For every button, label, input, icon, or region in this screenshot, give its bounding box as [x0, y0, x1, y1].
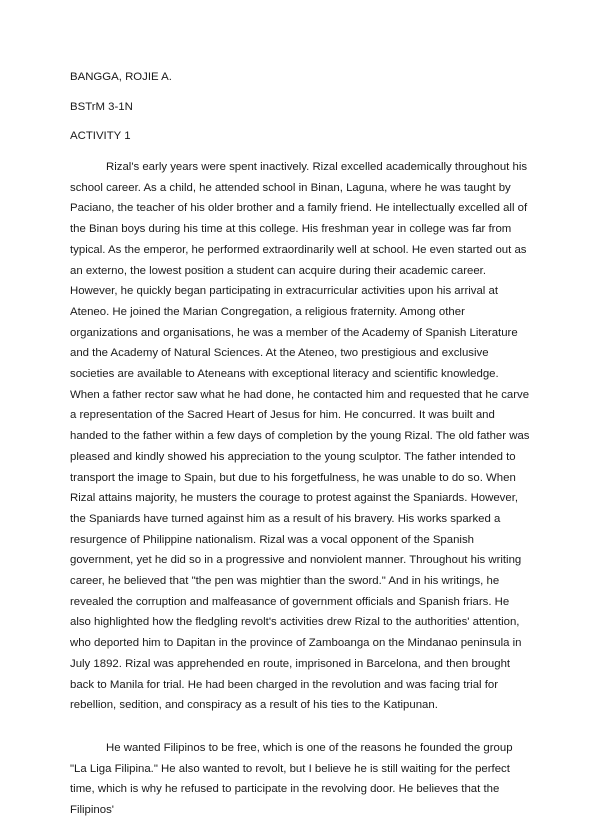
body-paragraph: Rizal's early years were spent inactively. Rizal excelled academically throughout his school career. As a child, he attended school in Binan, Laguna, where he was taught by Paciano, the teacher of his older brother and a family friend. He intellectually excelled all of the Binan boys during his time at this college. His freshman year in college was far from typical. As the emperor, he performed extraordinarily well at school. He even started out as an externo, the lowest position a student can acquire during their academic career. However, he quickly began participating in extracurricular activities upon his arrival at Ateneo. He joined the Marian Congregation, a religious fraternity. Among other organizations and organisations, he was a member of the Academy of Spanish Literature and the Academy of Natural Sciences. At the Ateneo, two prestigious and exclusive societies are available to Ateneans with exceptional literacy and scientific knowledge. When a father rector saw what he had done, he contacted him and requested that he carve a representation of the Sacred Heart of Jesus for him. He concurred. It was built and handed to the father within a few days of completion by the young Rizal. The old father was pleased and kindly showed his appreciation to the young sculptor. The father intended to transport the image to Spain, but due to his forgetfulness, he was unable to do so. When Rizal attains majority, he musters the courage to protest against the Spaniards. However, the Spaniards have turned against him as a result of his bravery. His works sparked a resurgence of Philippine nationalism. Rizal was a vocal opponent of the Spanish government, yet he did so in a progressive and nonviolent manner. Throughout his writing career, he believed that "the pen was mightier than the sword." And in his writings, he revealed the corruption and malfeasance of government officials and Spanish friars. He also highlighted how the fledgling revolt's activities drew Rizal to the authorities' attention, who deported him to Dapitan in the province of Zamboanga on the Mindanao peninsula in July 1892. Rizal was apprehended en route, imprisoned in Barcelona, and then brought back to Manila for trial. He had been charged in the revolution and was facing trial for rebellion, sedition, and conspiracy as a result of his ties to the Katipunan.: [70, 161, 530, 712]
body-paragraph: He wanted Filipinos to be free, which is one of the reasons he founded the group "La Liga Filipina." He also wanted to revolt, but I believe he is still waiting for the perfect time, which is why he refused to participate in the revolving door. He believes that the Filipinos': [70, 741, 513, 817]
student-name: BANGGA, ROJIE A.: [70, 71, 172, 83]
course-section: BSTrM 3-1N: [70, 101, 133, 113]
activity-title: ACTIVITY 1: [70, 130, 131, 142]
document-body: [70, 70, 530, 821]
